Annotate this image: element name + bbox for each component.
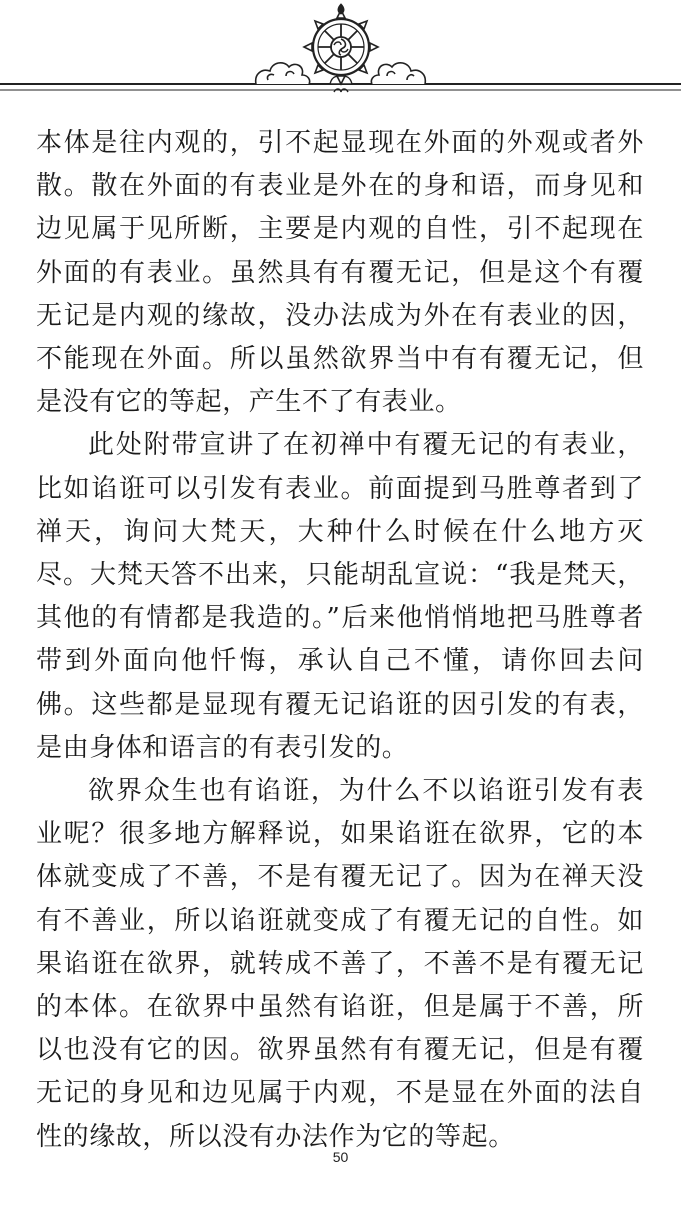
paragraph: 此处附带宣讲了在初禅中有覆无记的有表业，比如谄诳可以引发有表业。前面提到马胜尊者到了禅天，询问大梵天，大种什么时候在什么地方灭尽。大梵天答不出来，只能胡乱宣说：“我是梵天，其他的有情都是我造的。”后来他悄悄地把马胜尊者带到外面向他忏悔，承认自己不懂，请你回去问佛。这些都是显现有覆无记谄诳的因引发的有表，是由身体和语言的有表引发的。	[36, 430, 644, 763]
paragraph: 欲界众生也有谄诳，为什么不以谄诳引发有表业呢？很多地方解释说，如果谄诳在欲界，它的本体就变成了不善，不是有覆无记了。因为在禅天没有不善业，所以谄诳就变成了有覆无记的自性。如果谄诳在欲界，就转成不善了，不善不是有覆无记的本体。在欲界中虽然有谄诳，但是属于不善，所以也没有它的因。欲界虽然有有覆无记，但是有覆无记的身见和边见属于内观，不是显在外面的法自性的缘故，所以没有办法作为它的等起。	[36, 776, 644, 1152]
page-number: 50	[332, 1149, 349, 1165]
header-rule	[0, 84, 681, 90]
cloud-icon-right	[371, 63, 425, 84]
header-ornament	[0, 0, 681, 110]
page-header	[0, 0, 681, 110]
cloud-icon-left	[256, 63, 310, 84]
dharma-wheel-icon	[304, 4, 378, 84]
paragraph: 本体是往内观的，引不起显现在外面的外观或者外散。散在外面的有表业是外在的身和语，而身见和边见属于见所断，主要是内观的自性，引不起现在外面的有表业。虽然具有有覆无记，但是这个有覆无记是内观的缘故，没办法成为外在有表业的因，不能现在外面。所以虽然欲界当中有有覆无记，但是没有它的等起，产生不了有表业。	[36, 128, 644, 418]
body-text	[36, 122, 644, 1159]
